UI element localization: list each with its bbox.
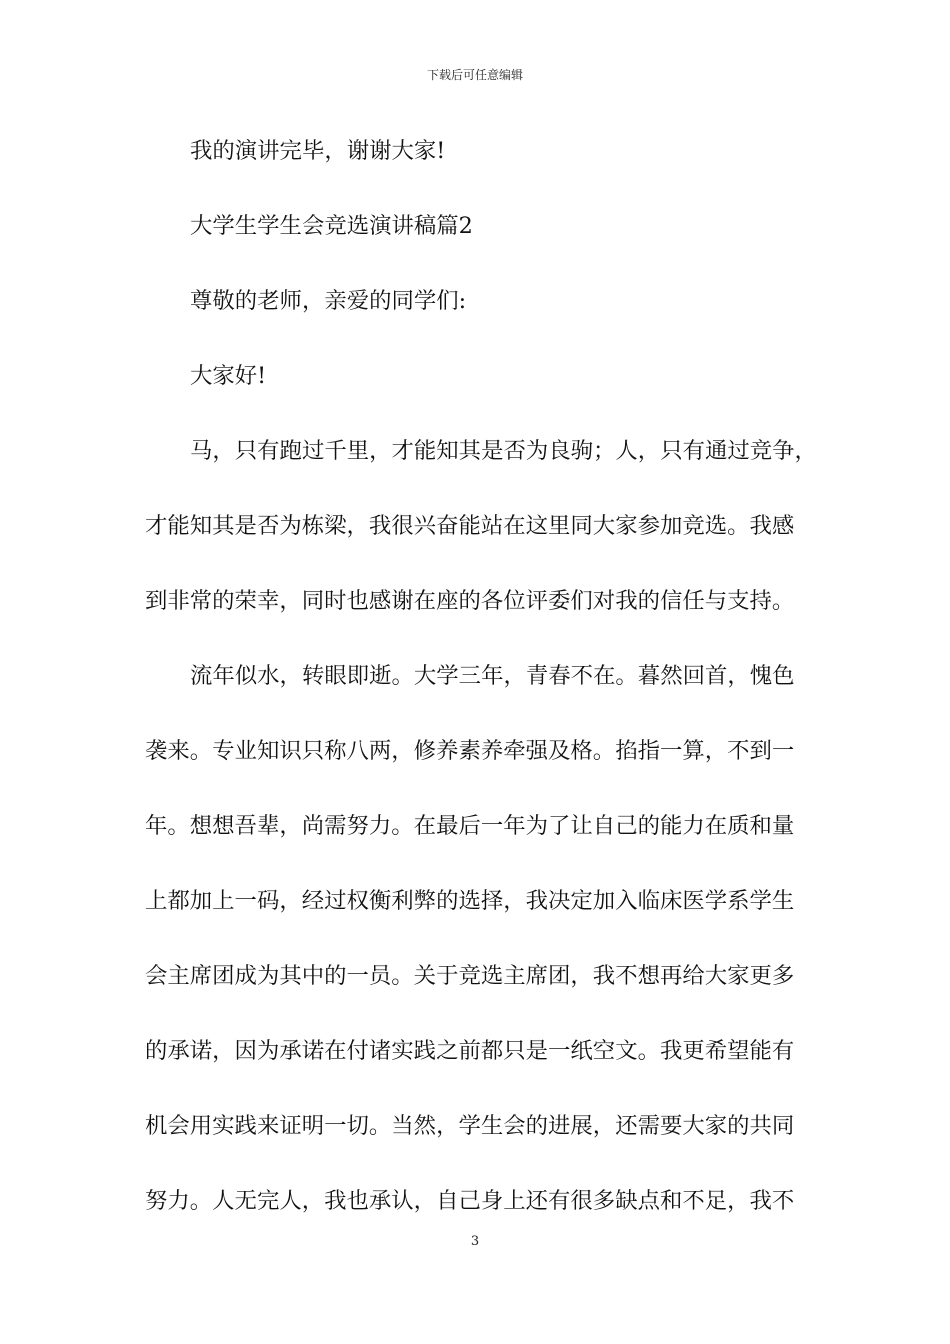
text-line: 大家好! <box>190 363 267 389</box>
text-line: 年。想想吾辈，尚需努力。在最后一年为了让自己的能力在质和量 <box>145 813 795 839</box>
text-line: 我的演讲完毕，谢谢大家! <box>190 138 446 164</box>
text-line: 流年似水，转眼即逝。大学三年，青春不在。暮然回首，愧色 <box>190 663 795 689</box>
text-line: 机会用实践来证明一切。当然，学生会的进展，还需要大家的共同 <box>145 1113 795 1139</box>
text-line: 马，只有跑过千里，才能知其是否为良驹；人，只有通过竞争， <box>190 438 817 464</box>
page-header: 下载后可任意编辑 <box>426 68 523 82</box>
text-line: 尊敬的老师，亲爱的同学们: <box>190 288 467 314</box>
section-title: 大学生学生会竞选演讲稿篇2 <box>190 213 473 239</box>
text-line: 的承诺，因为承诺在付诸实践之前都只是一纸空文。我更希望能有 <box>145 1038 795 1064</box>
page-number: 3 <box>470 1234 480 1249</box>
text-line: 才能知其是否为栋梁，我很兴奋能站在这里同大家参加竞选。我感 <box>145 513 795 539</box>
text-line: 上都加上一码，经过权衡利弊的选择，我决定加入临床医学系学生 <box>145 888 795 914</box>
text-line: 努力。人无完人，我也承认，自己身上还有很多缺点和不足，我不 <box>145 1188 795 1214</box>
document-body <box>145 130 815 1255</box>
text-line: 到非常的荣幸，同时也感谢在座的各位评委们对我的信任与支持。 <box>145 588 795 614</box>
text-line: 袭来。专业知识只称八两，修养素养牵强及格。掐指一算，不到一 <box>145 738 795 764</box>
text-line: 会主席团成为其中的一员。关于竞选主席团，我不想再给大家更多 <box>145 963 795 989</box>
